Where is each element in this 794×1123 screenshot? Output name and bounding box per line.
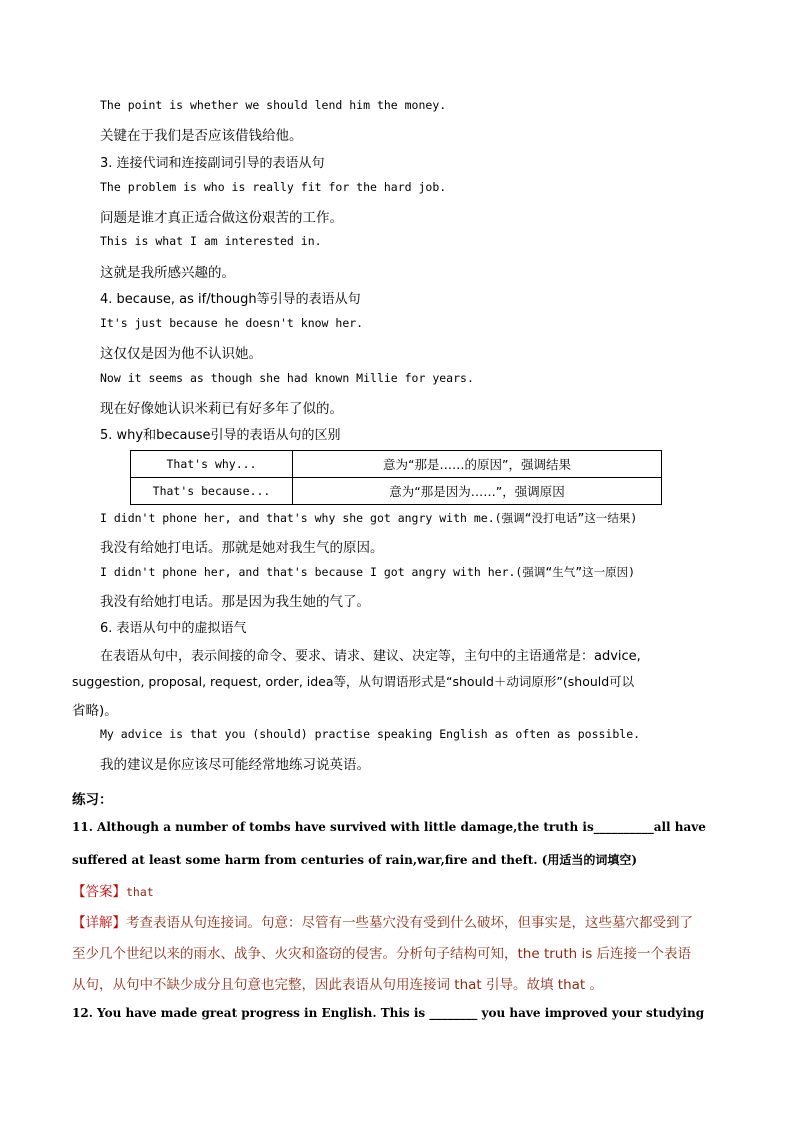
translation-because: 这仅仅是因为他不认识她。 bbox=[100, 346, 262, 362]
example-sentence-because: It's just because he doesn't know her. bbox=[100, 316, 364, 330]
example-sentence-interested: This is what I am interested in. bbox=[100, 234, 322, 248]
translation-as-though: 现在好像她认识米莉已有好多年了似的。 bbox=[100, 401, 343, 417]
section-heading-4: 4. because, as if/though等引导的表语从句 bbox=[100, 292, 361, 307]
translation-point: 关键在于我们是否应该借钱给他。 bbox=[100, 128, 303, 144]
answer-tag: 【答案】 bbox=[72, 884, 126, 900]
translation-interested: 这就是我所感兴趣的。 bbox=[100, 265, 235, 281]
detail-tag: 【详解】 bbox=[72, 915, 126, 931]
translation-advice: 我的建议是你应该尽可能经常地练习说英语。 bbox=[100, 757, 370, 773]
question-12-line-1: 12. You have made great progress in English. This is ________ you have improved your studying bbox=[72, 1006, 705, 1020]
detail-line-2: 至少几个世纪以来的雨水、战争、火灾和盗窃的侵害。分析句子结构可知，the truth is 后连接一个表语 bbox=[72, 946, 692, 962]
section-heading-6: 6. 表语从句中的虚拟语气 bbox=[100, 621, 247, 636]
subjunctive-paragraph-line-1: 在表语从句中，表示间接的命令、要求、请求、建议、决定等，主句中的主语通常是：advice, bbox=[100, 649, 641, 664]
table-cell-meaning: 意为“那是因为……”，强调原因 bbox=[293, 478, 662, 505]
subjunctive-paragraph-line-2: suggestion, proposal, request, order, idea等，从句谓语形式是“should＋动词原形”(should可以 bbox=[72, 674, 635, 689]
example-sentence-why: I didn't phone her, and that's why she got angry with me.(强调“没打电话”这一结果) bbox=[100, 511, 638, 525]
section-heading-5: 5. why和because引导的表语从句的区别 bbox=[100, 428, 341, 443]
table-cell-meaning: 意为“那是……的原因”，强调结果 bbox=[293, 451, 662, 478]
detail-line-3: 从句，从句中不缺少成分且句意也完整，因此表语从句用连接词 that 引导。故填 that 。 bbox=[72, 977, 603, 993]
example-sentence-because-2: I didn't phone her, and that's because I got angry with her.(强调“生气”这一原因) bbox=[100, 565, 636, 579]
subjunctive-paragraph-line-3: 省略)。 bbox=[72, 703, 118, 719]
table-row bbox=[131, 478, 662, 505]
example-sentence-as-though: Now it seems as though she had known Millie for years. bbox=[100, 371, 474, 385]
example-sentence-advice: My advice is that you (should) practise speaking English as often as possible. bbox=[100, 727, 641, 741]
translation-problem: 问题是谁才真正适合做这份艰苦的工作。 bbox=[100, 210, 343, 226]
exercise-heading: 练习： bbox=[72, 792, 113, 808]
translation-why: 我没有给她打电话。那就是她对我生气的原因。 bbox=[100, 540, 384, 556]
why-because-comparison-table bbox=[130, 450, 662, 505]
question-11-line-1: 11. Although a number of tombs have survived with little damage,the truth is__________all have bbox=[72, 820, 706, 834]
table-cell-phrase: That's why... bbox=[131, 451, 293, 478]
answer-value: that bbox=[126, 885, 154, 899]
detail-line-1 bbox=[72, 911, 693, 931]
question-11-line-2: suffered at least some harm from centuries of rain,war,fire and theft. (用适当的词填空) bbox=[72, 853, 638, 867]
table-row bbox=[131, 451, 662, 478]
table-cell-phrase: That's because... bbox=[131, 478, 293, 505]
translation-because-2: 我没有给她打电话。那是因为我生她的气了。 bbox=[100, 594, 370, 610]
example-sentence-problem: The problem is who is really fit for the hard job. bbox=[100, 180, 447, 194]
section-heading-3: 3. 连接代词和连接副词引导的表语从句 bbox=[100, 156, 325, 171]
answer-line bbox=[72, 880, 154, 900]
example-sentence-point: The point is whether we should lend him the money. bbox=[100, 98, 447, 112]
detail-text: 考查表语从句连接词。句意：尽管有一些墓穴没有受到什么破坏，但事实是，这些墓穴都受到了 bbox=[126, 915, 693, 931]
